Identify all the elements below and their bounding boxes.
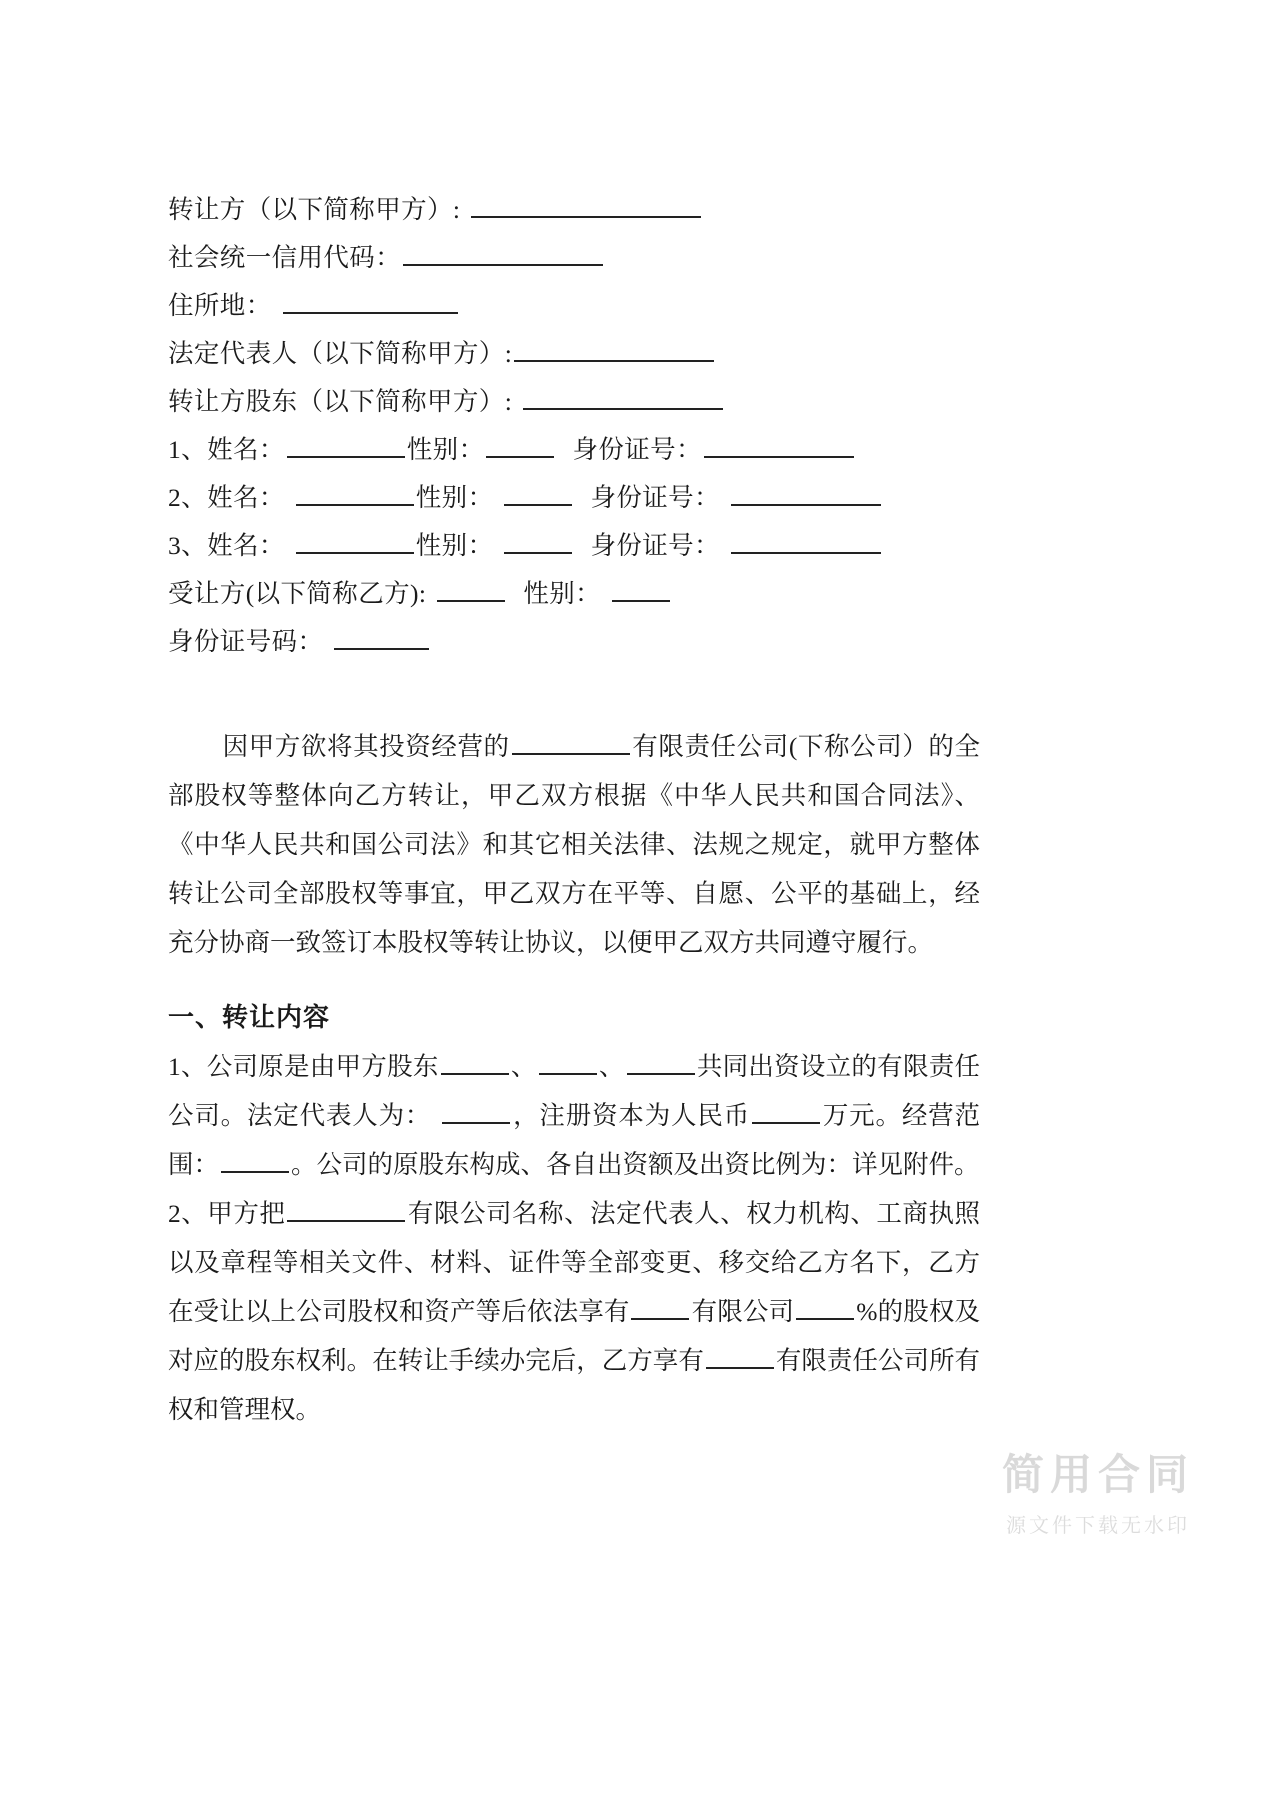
clause1-shareholder1-blank[interactable] (441, 1046, 509, 1075)
address-label: 住所地： (168, 291, 272, 320)
preamble-segment-1: 因甲方欲将其投资经营的 (222, 732, 510, 761)
clause1-shareholder2-blank[interactable] (539, 1046, 597, 1075)
shareholder-id-blank[interactable] (731, 525, 881, 554)
legal-rep-label: 法定代表人（以下简称甲方）: (168, 339, 513, 368)
clause1-shareholder3-blank[interactable] (627, 1046, 695, 1075)
shareholder-index: 2、 (168, 483, 208, 512)
legal-rep-line (168, 330, 980, 378)
clause1-legal-rep-blank[interactable] (442, 1095, 510, 1124)
shareholder-name-label: 姓名： (207, 435, 285, 464)
transferee-line (168, 570, 980, 618)
credit-code-blank[interactable] (403, 237, 603, 266)
shareholder-index: 1、 (168, 435, 208, 464)
transferee-id-blank[interactable] (334, 621, 429, 650)
transferor-label: 转让方（以下简称甲方）: (168, 195, 461, 224)
clause1-capital-blank[interactable] (752, 1095, 820, 1124)
shareholder-id-label: 身份证号： (572, 435, 702, 464)
transferor-blank[interactable] (471, 189, 701, 218)
shareholder-name-blank[interactable] (287, 429, 405, 458)
shareholder-gender-label: 性别： (415, 483, 494, 512)
company-name-blank[interactable] (512, 726, 630, 755)
transferor-line (168, 186, 980, 234)
address-blank[interactable] (283, 285, 458, 314)
shareholder-gender-label: 性别： (415, 531, 494, 560)
clause1-segment-2: 、 (510, 1052, 537, 1081)
shareholder-name-label: 姓名： (207, 483, 285, 512)
transferor-shareholder-line (168, 378, 980, 426)
shareholder-id-label: 身份证号： (590, 483, 720, 512)
transferee-id-label: 身份证号码： (168, 627, 324, 656)
clause-item-1 (168, 1042, 980, 1189)
credit-code-line (168, 234, 980, 282)
shareholder-name-label: 姓名： (207, 531, 285, 560)
clause2-owner-blank[interactable] (706, 1340, 774, 1369)
shareholder-row (168, 474, 980, 522)
watermark-subtitle: 源文件下载无水印 (1005, 1513, 1190, 1537)
clause1-segment-1: 1、公司原是由甲方股东 (168, 1052, 439, 1081)
watermark-brand: 简用合同 (1001, 1449, 1194, 1499)
shareholder-name-blank[interactable] (296, 477, 414, 506)
shareholder-gender-blank[interactable] (504, 477, 572, 506)
credit-code-label: 社会统一信用代码： (168, 243, 402, 272)
shareholder-gender-label: 性别： (406, 435, 485, 464)
clause2-segment-1: 2、甲方把 (168, 1199, 286, 1228)
legal-rep-blank[interactable] (514, 333, 714, 362)
clause2-segment-3: 有限公司 (691, 1297, 795, 1326)
transferor-shareholder-label: 转让方股东（以下简称甲方）: (168, 387, 513, 416)
document-content (168, 186, 980, 1434)
transferee-name-blank[interactable] (437, 573, 505, 602)
clause-item-2 (168, 1189, 980, 1434)
section-heading-transfer-content: 一、转让内容 (168, 1003, 331, 1032)
shareholder-row (168, 522, 980, 570)
clause2-company-blank[interactable] (287, 1193, 405, 1222)
clause2-segment-5: 有限责任公司所有权和管理权。 (168, 1346, 980, 1424)
clause2-segment-2: 有限公司名称、法定代表人、权力机构、工商执照以及章程等相关文件、材料、证件等全部变更、移交给乙方名下，乙方在受让以上公司股权和资产等后依法享有 (168, 1199, 980, 1326)
shareholder-index: 3、 (168, 531, 208, 560)
clause2-percent-blank[interactable] (796, 1291, 854, 1320)
transferor-shareholder-blank[interactable] (523, 381, 723, 410)
clause2-enjoy-blank[interactable] (631, 1291, 689, 1320)
shareholder-gender-blank[interactable] (486, 429, 554, 458)
clause2-segment-4: %的股权及对应的股东权利。在转让手续办完后，乙方享有 (168, 1297, 980, 1375)
clause1-segment-5: ，注册资本为人民币 (512, 1101, 751, 1130)
shareholder-id-blank[interactable] (731, 477, 881, 506)
preamble-segment-2: 有限责任公司(下称公司）的全部股权等整体向乙方转让，甲乙双方根据《中华人民共和国合同法》、《中华人民共和国公司法》和其它相关法律、法规之规定，就甲方整体转让公司全部股权等事宜，甲乙双方在平等、自愿、公平的基础上，经充分协商一致签订本股权等转让协议，以便甲乙双方共同遵守履行。 (168, 732, 980, 957)
clause1-segment-7: 。公司的原股东构成、各自出资额及出资比例为：详见附件。 (291, 1150, 980, 1179)
shareholder-gender-blank[interactable] (504, 525, 572, 554)
transferee-gender-blank[interactable] (612, 573, 670, 602)
clause1-segment-6: 万元。经营范围： (168, 1101, 980, 1179)
clause1-segment-3: 、 (598, 1052, 625, 1081)
shareholder-id-label: 身份证号： (590, 531, 720, 560)
shareholder-row (168, 426, 980, 474)
clause1-business-scope-blank[interactable] (221, 1144, 289, 1173)
shareholder-name-blank[interactable] (296, 525, 414, 554)
transferee-gender-label: 性别： (523, 579, 602, 608)
clause1-segment-4: 共同出资设立的有限责任公司。法定代表人为： (168, 1052, 980, 1130)
address-line (168, 282, 980, 330)
transferee-id-line (168, 618, 980, 666)
preamble-paragraph (168, 722, 980, 967)
shareholder-id-blank[interactable] (704, 429, 854, 458)
watermark (1002, 1449, 1194, 1539)
transferee-label: 受让方(以下简称乙方): (168, 579, 427, 608)
